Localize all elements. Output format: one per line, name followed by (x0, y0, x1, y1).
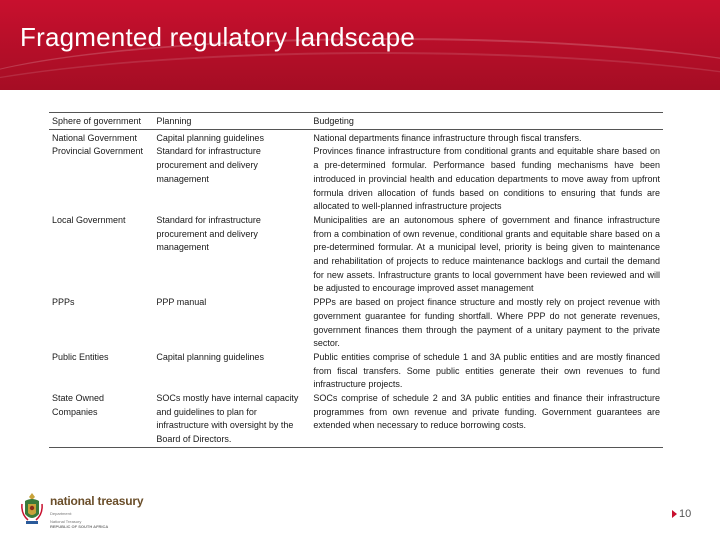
regulatory-table (49, 112, 663, 448)
cell-budgeting: Public entities comprise of schedule 1 and 3A public entities and are mostly financed from fiscal transfers. Some public entities generate their own revenues to fund infrastructure projects. (313, 351, 660, 390)
header-budgeting: Budgeting (310, 113, 663, 130)
table-row (49, 129, 663, 145)
cell-sphere: National Government (52, 132, 138, 143)
header-planning: Planning (153, 113, 310, 130)
logo-line: National Treasury (50, 519, 82, 524)
title-banner (0, 0, 720, 90)
logo-text-block (50, 494, 143, 529)
triangle-bullet-icon (672, 510, 677, 518)
cell-planning: Standard for infrastructure procurement and delivery management (156, 146, 261, 184)
cell-budgeting: SOCs comprise of schedule 2 and 3A public entities and finance their infrastructure programmes from own revenue and private funding. Government guarantees are extended when necessary to reduce borrowing costs. (310, 392, 663, 447)
header-sphere: Sphere of government (49, 113, 153, 130)
cell-budgeting: Municipalities are an autonomous sphere of government and finance infrastructure from a combination of own revenue, conditional grants and equitable share based on a pre-determined formular. At a municipal level, priority is being given to maintenance and rehabilitation of projects to reduce maintenance backlogs and curtail the demand for new assets. Infrastructure grants to local government have been reviewed and will be adjusted to encourage improved asset management (313, 214, 660, 294)
table-row (49, 296, 663, 351)
cell-planning: Capital planning guidelines (156, 132, 264, 143)
cell-sphere: PPPs (52, 297, 75, 308)
national-treasury-logo (20, 492, 180, 532)
logo-line: Department: (50, 511, 73, 516)
cell-budgeting: National departments finance infrastructure through fiscal transfers. (313, 132, 582, 143)
logo-line: REPUBLIC OF SOUTH AFRICA (50, 524, 109, 529)
cell-planning: SOCs mostly have internal capacity and guidelines to plan for infrastructure with oversight by the Board of Directors. (153, 392, 310, 447)
table-row (49, 351, 663, 392)
table-header-row (49, 113, 663, 130)
cell-planning: Capital planning guidelines (156, 351, 264, 362)
cell-planning: Standard for infrastructure procurement and delivery management (156, 214, 261, 253)
table-row (49, 392, 663, 447)
cell-sphere: State Owned Companies (49, 392, 153, 447)
cell-sphere: Local Government (52, 214, 126, 225)
table-row (49, 145, 663, 214)
logo-name: national treasury (50, 494, 144, 508)
page-number-block (672, 508, 691, 520)
cell-sphere: Public Entities (52, 351, 109, 362)
coat-of-arms-icon (20, 492, 44, 528)
cell-budgeting: Provinces finance infrastructure from conditional grants and equitable share based on a pre-determined formular. Performance based funding mechanisms have been introduced in provincial health and education departments to move away from upfront formula driven allocation of funds based on conditions to ensuring that funds are allocated to well-planned infrastructure projects (313, 146, 660, 212)
table-row (49, 214, 663, 296)
cell-sphere: Provincial Government (52, 146, 144, 157)
page-number: 10 (679, 508, 692, 520)
cell-planning: PPP manual (156, 297, 207, 308)
cell-budgeting: PPPs are based on project finance structure and mostly rely on project revenue with government guarantee for funding shortfall. Where PPP do not generate revenues, government finances them through the payment of a unitary payment to the private sector. (313, 297, 660, 349)
slide-title: Fragmented regulatory landscape (20, 22, 415, 52)
